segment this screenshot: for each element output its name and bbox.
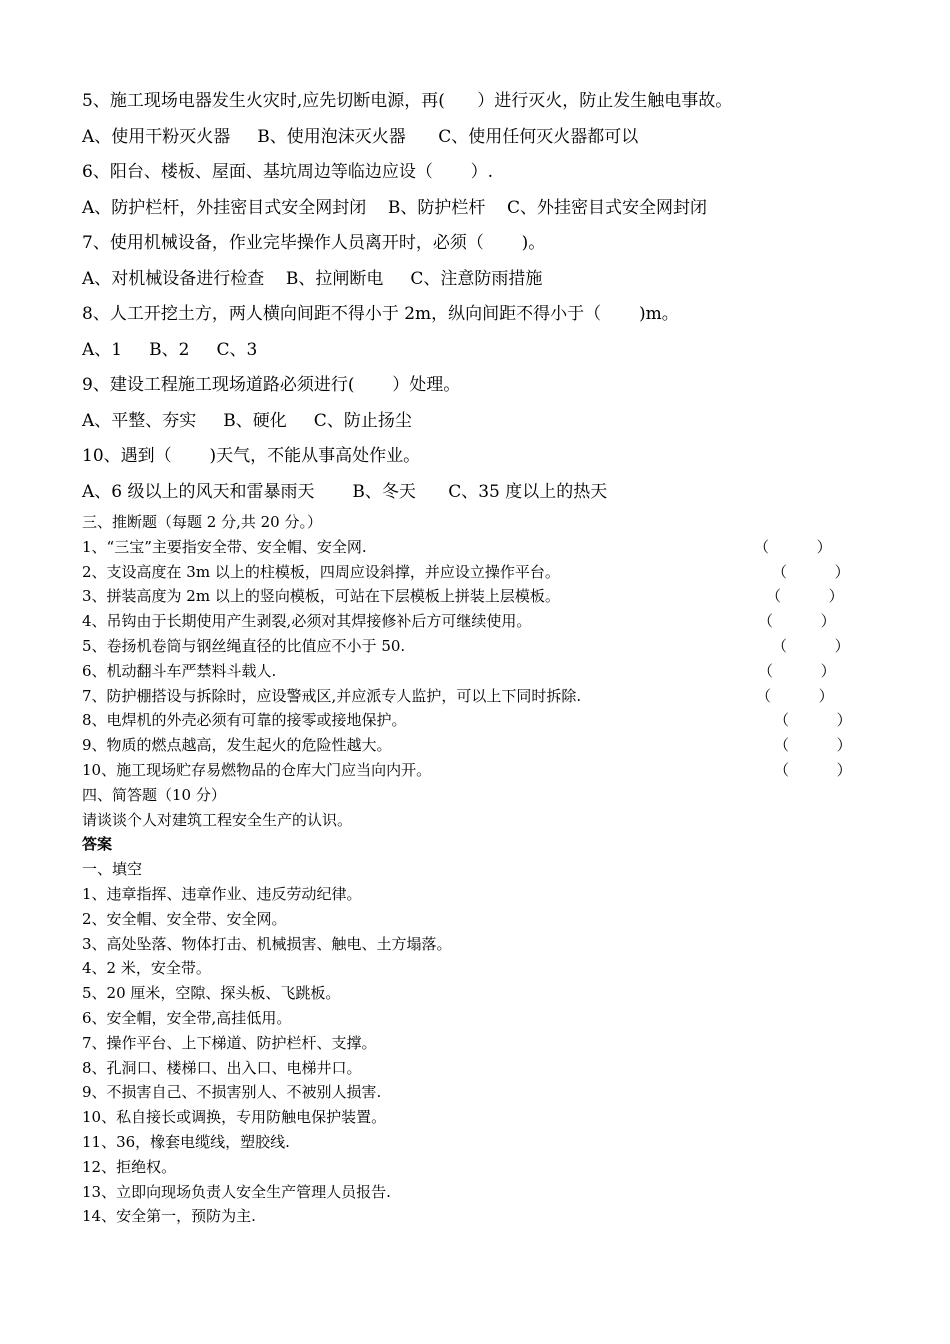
judgment-item [82,609,872,634]
answer-blank: （ ） [774,711,852,730]
answer-item: 14、安全第一，预防为主. [82,1207,256,1226]
judgment-statement: 4、吊钩由于长期使用产生剥裂,必须对其焊接修补后方可继续使用。 [82,612,532,631]
answers-subtitle: 一、填空 [82,860,143,879]
short-answer-title: 四、简答题（10 分） [82,785,226,804]
judgment-statement: 7、防护棚搭设与拆除时，应设警戒区,并应派专人监护，可以上下同时拆除. [82,686,582,705]
answers-section [82,832,872,1229]
answer-blank: （ ） [758,661,836,680]
answer-blank: （ ） [766,587,844,606]
answer-item: 12、拒绝权。 [82,1157,177,1176]
options-9: A、平整、夯实 B、硬化 C、防止扬尘 [82,410,412,431]
answer-item: 3、高处坠落、物体打击、机械损害、触电、土方塌落。 [82,934,452,953]
answer-blank: （ ） [772,562,850,581]
answer-item: 1、违章指挥、违章作业、违反劳动纪律。 [82,884,362,903]
answer-item: 11、36，橡套电缆线，塑胶线. [82,1132,290,1151]
judgment-statement: 5、卷扬机卷筒与钢丝绳直径的比值应不小于 50. [82,636,406,655]
judgment-item [82,560,872,585]
short-answer-question: 请谈谈个人对建筑工程安全生产的认识。 [82,810,353,829]
judgment-statement: 8、电焊机的外壳必须有可靠的接零或接地保护。 [82,711,407,730]
judgment-statement: 10、施工现场贮存易燃物品的仓库大门应当向内开。 [82,760,432,779]
judgment-item [82,708,872,733]
answer-item: 8、孔洞口、楼梯口、出入口、电梯井口。 [82,1058,362,1077]
judgment-item [82,684,872,709]
judgment-item [82,758,872,783]
options-5: A、使用干粉灭火器 B、使用泡沫灭火器 C、使用任何灭火器都可以 [82,126,639,147]
options-8: A、1 B、2 C、3 [82,339,258,360]
answer-item: 6、安全帽，安全带,高挂低用。 [82,1008,292,1027]
answer-blank: （ ） [774,760,852,779]
answers-title: 答案 [82,835,113,854]
question-7: 7、使用机械设备，作业完毕操作人员离开时，必须（ )。 [82,233,546,253]
answer-blank: （ ） [758,612,836,631]
judgment-statement: 1、“三宝”主要指安全带、安全帽、安全网. [82,537,367,556]
answer-item: 4、2 米，安全带。 [82,959,211,978]
judgment-section [82,510,872,783]
answer-item: 7、操作平台、上下梯道、防护栏杆、支撑。 [82,1033,377,1052]
document-page [82,84,872,1229]
judgment-statement: 9、物质的燃点越高，发生起火的危险性越大。 [82,736,392,755]
judgment-item [82,634,872,659]
options-10: A、6 级以上的风天和雷暴雨天 B、冬天 C、35 度以上的热天 [82,481,608,502]
judgment-item [82,733,872,758]
answer-blank: （ ） [756,686,834,705]
answer-item: 5、20 厘米，空隙、探头板、飞跳板。 [82,984,341,1003]
answer-item: 13、立即向现场负责人安全生产管理人员报告. [82,1182,391,1201]
question-8: 8、人工开挖土方，两人横向间距不得小于 2m，纵向间距不得小于（ )m。 [82,304,679,324]
judgment-statement: 3、拼装高度为 2m 以上的竖向模板，可站在下层模板上拼装上层模板。 [82,587,560,606]
answer-item: 9、不损害自己、不损害别人、不被别人损害. [82,1083,382,1102]
options-7: A、对机械设备进行检查 B、拉闸断电 C、注意防雨措施 [82,268,543,289]
judgment-statement: 2、支设高度在 3m 以上的柱模板，四周应设斜撑，并应设立操作平台。 [82,562,560,581]
answer-item: 2、安全帽、安全带、安全网。 [82,909,287,928]
judgment-item [82,659,872,684]
judgment-item [82,584,872,609]
judgment-title: 三、推断题（每题 2 分,共 20 分。） [82,513,322,531]
answer-blank: （ ） [772,636,850,655]
judgment-item [82,535,872,560]
question-5: 5、施工现场电器发生火灾时,应先切断电源，再( ）进行灭火，防止发生触电事故。 [82,91,733,111]
answer-blank: （ ） [774,736,852,755]
options-6: A、防护栏杆，外挂密目式安全网封闭 B、防护栏杆 C、外挂密目式安全网封闭 [82,197,708,218]
question-9: 9、建设工程施工现场道路必须进行( ）处理。 [82,375,461,395]
answer-item: 10、私自接长或调换，专用防触电保护装置。 [82,1108,387,1127]
question-10: 10、遇到（ )天气，不能从事高处作业。 [82,446,421,466]
answer-blank: （ ） [754,537,832,556]
choice-section [82,84,872,510]
judgment-statement: 6、机动翻斗车严禁料斗载人. [82,661,277,680]
short-answer-section [82,783,872,833]
question-6: 6、阳台、楼板、屋面、基坑周边等临边应设（ ）. [82,162,494,182]
